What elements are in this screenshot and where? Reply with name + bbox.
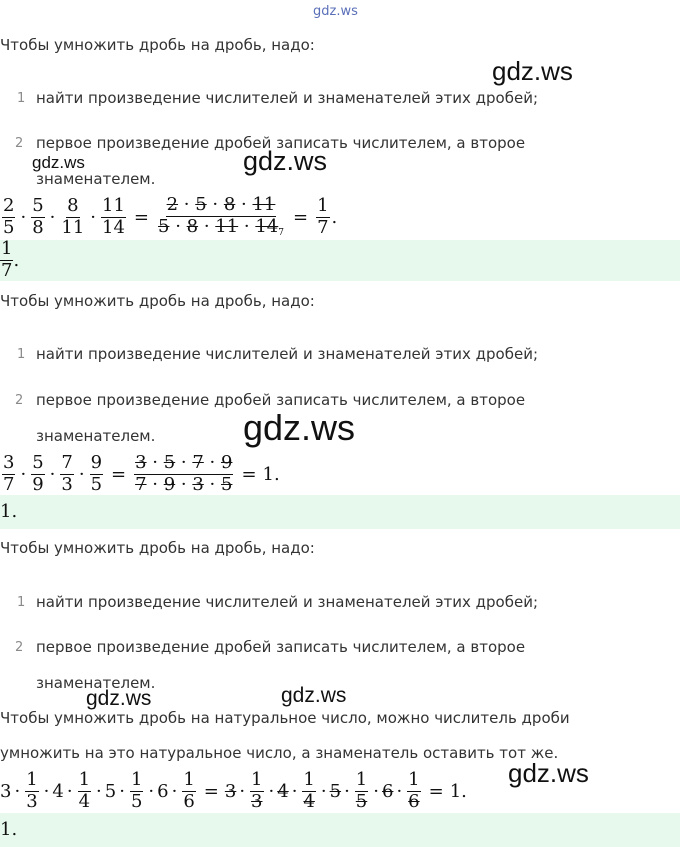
answer-box: [0, 495, 680, 529]
answer-box: [0, 813, 680, 847]
answer-value: 1.: [0, 819, 18, 840]
rule-paragraph: Чтобы умножить дробь на натуральное число, можно числитель дроби: [0, 709, 570, 727]
fraction: $\frac{5}{9}$: [32, 451, 44, 495]
answer-fraction: $\frac{1}{7}$: [1, 237, 13, 281]
cancel-fraction: $\frac{1}{6}$: [408, 768, 420, 812]
expression: $\frac{2}{5}$ · $\frac{5}{8}$ · $\frac{8}{11}$ · $\frac{11}{14}$ = $\frac{2 \cdot 5 \cdot 8 \cdot 11}{5 \cdot 8 \cdot 11 \cdot 14_7}$ = $\frac{1}{7}$ .: [3, 193, 338, 238]
fraction: $\frac{5}{8}$: [32, 194, 44, 238]
rule-paragraph: умножить на это натуральное число, а знаменатель оставить тот же.: [0, 744, 559, 762]
watermark: gdz.ws: [508, 758, 589, 788]
list-item-text: найти произведение числителей и знаменателей этих дробей;: [36, 593, 538, 611]
result: 1: [262, 463, 274, 485]
cancel-fraction: $\frac{1}{4}$: [303, 768, 315, 812]
watermark: gdz.ws: [32, 153, 85, 172]
rule-title: Чтобы умножить дробь на дробь, надо:: [0, 292, 315, 310]
fraction: $\frac{8}{11}$: [61, 194, 85, 238]
cancel-fraction: $\frac{2 \cdot 5 \cdot 8 \cdot 11}{5 \cdot 8 \cdot 11 \cdot 14_7}$: [158, 193, 284, 238]
rule-title: Чтобы умножить дробь на дробь, надо:: [0, 36, 315, 54]
list-number: 1: [17, 91, 26, 106]
list-item-text: найти произведение числителей и знаменателей этих дробей;: [36, 89, 538, 107]
watermark: gdz.ws: [243, 146, 328, 176]
list-number: 1: [17, 595, 26, 610]
list-item-text: найти произведение числителей и знаменателей этих дробей;: [36, 345, 538, 363]
cancel-fraction: $\frac{1}{5}$: [355, 768, 368, 812]
expression: 3 · $\frac{1}{3}$ · 4 · $\frac{1}{4}$ · 5 · $\frac{1}{5}$ · 6 · $\frac{1}{6}$ = 3 · $\frac{1}{3}$ · 4 · $\frac{1}{4}$ · 5 · $\frac{1}{5}$ · 6 · $\frac{1}{6}$ = 1 .: [0, 768, 467, 812]
fraction: $\frac{1}{4}$: [78, 768, 91, 812]
list-number: 2: [15, 393, 24, 408]
list-number: 2: [15, 640, 24, 655]
watermark: gdz.ws: [492, 56, 573, 86]
fraction: $\frac{11}{14}$: [102, 194, 125, 238]
list-item-text: знаменателем.: [36, 674, 156, 692]
result-fraction: $\frac{1}{7}$: [317, 194, 329, 238]
watermark-top: gdz.ws: [313, 4, 358, 19]
watermark: gdz.ws: [243, 407, 356, 448]
fraction: $\frac{9}{5}$: [90, 451, 103, 495]
fraction: $\frac{3}{7}$: [3, 451, 15, 495]
list-item-text: первое произведение дробей записать числителем, а второе: [36, 391, 526, 409]
fraction: $\frac{7}{3}$: [61, 451, 73, 495]
watermark: gdz.ws: [86, 687, 152, 710]
expression: $\frac{3}{7}$ · $\frac{5}{9}$ · $\frac{7}{3}$ · $\frac{9}{5}$ = $\frac{3 \cdot 5 \cdot 7 \cdot 9}{7 \cdot 9 \cdot 3 \cdot 5}$ = 1 .: [3, 451, 280, 495]
list-number: 2: [15, 136, 24, 151]
answer-box: $\frac{1}{7}$ .: [0, 240, 680, 281]
list-item-text: первое произведение дробей записать числителем, а второе: [36, 638, 526, 656]
list-item-text: знаменателем.: [36, 170, 156, 188]
cancel-fraction: $\frac{3 \cdot 5 \cdot 7 \cdot 9}{7 \cdot 9 \cdot 3 \cdot 5}$: [135, 451, 233, 495]
list-item-text: знаменателем.: [36, 427, 156, 445]
fraction: $\frac{1}{5}$: [130, 768, 143, 812]
answer-value: 1.: [0, 501, 18, 522]
cancel-fraction: $\frac{1}{3}$: [251, 768, 263, 812]
fraction: $\frac{1}{6}$: [183, 768, 195, 812]
fraction: $\frac{1}{3}$: [26, 768, 38, 812]
result: 1: [449, 780, 462, 802]
list-number: 1: [17, 347, 26, 362]
list-item-text: первое произведение дробей записать числителем, а второе: [36, 134, 526, 152]
rule-title: Чтобы умножить дробь на дробь, надо:: [0, 539, 315, 557]
fraction: $\frac{2}{5}$: [3, 194, 15, 238]
watermark: gdz.ws: [281, 684, 347, 707]
